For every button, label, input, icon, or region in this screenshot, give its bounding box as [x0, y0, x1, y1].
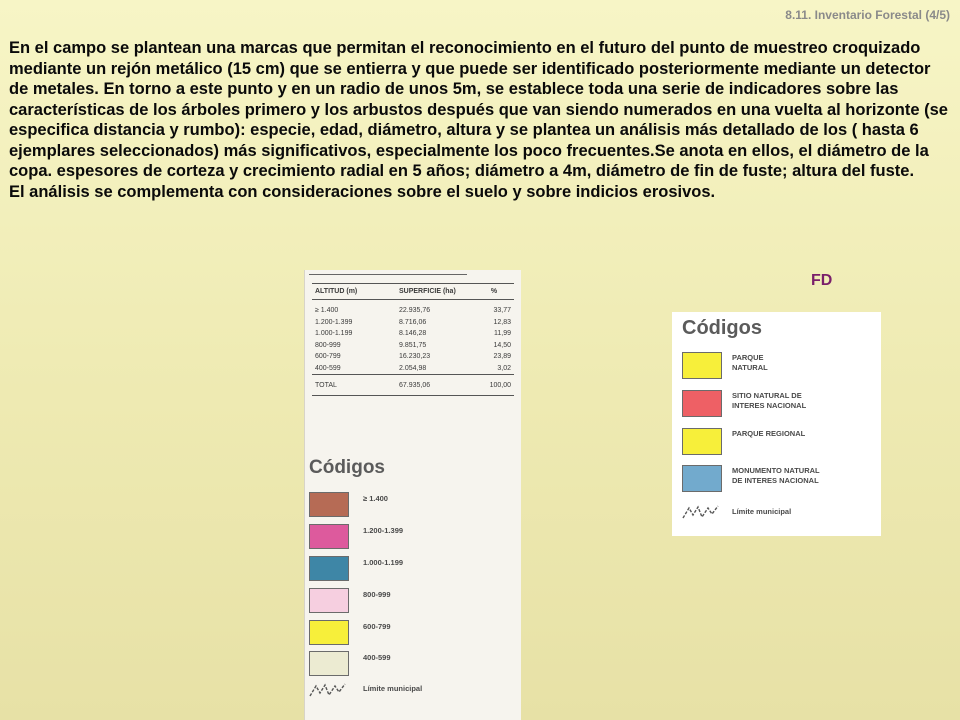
left-legend-title: Códigos	[309, 457, 385, 478]
table-cell: 400-599	[315, 364, 341, 372]
legend-label: 600-799	[363, 622, 391, 631]
table-cell: 9.851,75	[399, 341, 427, 349]
table-cell: TOTAL	[312, 375, 396, 396]
legend-label: PARQUE	[732, 353, 764, 362]
table-cell: 11,99	[494, 330, 511, 338]
table-cell: 2.054,98	[399, 364, 427, 372]
table-cell: 22.935,76	[399, 307, 431, 315]
table-header-row	[312, 284, 514, 300]
altitude-table	[312, 283, 514, 396]
legend-swatch	[309, 620, 349, 645]
legend-label: 1.000-1.199	[363, 558, 404, 567]
legend-label: ≥ 1.400	[363, 494, 388, 503]
table-cell: 33,77	[493, 307, 511, 315]
legend-label: INTERES NACIONAL	[732, 401, 807, 410]
table-header-surface: SUPERFICIE (ha)	[396, 284, 474, 300]
legend-swatch	[309, 651, 349, 676]
table-header-percent: %	[474, 284, 514, 300]
table-row	[312, 300, 514, 317]
municipal-limit-icon	[682, 502, 720, 522]
legend-label: 1.200-1.399	[363, 526, 404, 535]
table-cell: 1.000-1.199	[315, 330, 353, 338]
table-cell: 16.230,23	[399, 353, 431, 361]
municipal-limit-icon	[309, 680, 347, 700]
table-row	[312, 363, 514, 375]
table-cell: 600-799	[315, 353, 341, 361]
body-text	[9, 38, 949, 202]
protected-areas-legend	[672, 312, 881, 536]
table-header-altitude: ALTITUD (m)	[312, 284, 396, 300]
altitude-legend-scan	[304, 270, 521, 720]
table-cell: 1.200-1.399	[315, 318, 353, 326]
legend-swatch	[682, 428, 722, 455]
table-cell: ≥ 1.400	[315, 307, 339, 315]
legend-label: NATURAL	[732, 363, 768, 372]
legend-label: PARQUE REGIONAL	[732, 429, 806, 438]
legend-swatch	[309, 492, 349, 517]
legend-label: MONUMENTO NATURAL	[732, 466, 820, 475]
legend-label: DE INTERES NACIONAL	[732, 476, 819, 485]
table-cell: 14,50	[493, 341, 511, 349]
legend-swatch	[309, 524, 349, 549]
table-total-row	[312, 375, 514, 396]
table-cell: 23,89	[493, 353, 511, 361]
fd-label: FD	[811, 272, 833, 289]
table-cell: 8.146,28	[399, 330, 427, 338]
table-cell: 3,02	[497, 364, 511, 372]
right-legend-title: Códigos	[682, 317, 762, 339]
body-paragraph-2: El análisis se complementa con consideraciones sobre el suelo y sobre indicios erosivos.	[9, 182, 716, 201]
table-cell: 8.716,06	[399, 318, 427, 326]
table-row	[312, 317, 514, 329]
slide-header: 8.11. Inventario Forestal (4/5)	[785, 8, 950, 22]
table-cell: 12,83	[493, 318, 511, 326]
legend-label: Límite municipal	[363, 684, 423, 693]
legend-swatch	[309, 556, 349, 581]
legend-swatch	[309, 588, 349, 613]
table-cell: 67.935,06	[396, 375, 474, 396]
table-row	[312, 328, 514, 340]
legend-swatch	[682, 352, 722, 379]
legend-label: Límite municipal	[732, 507, 792, 516]
top-rule	[309, 274, 467, 275]
legend-label: 400-599	[363, 653, 391, 662]
legend-label: SITIO NATURAL DE	[732, 391, 802, 400]
body-paragraph-1: En el campo se plantean una marcas que permitan el reconocimiento en el futuro del punto de muestreo croquizado mediante un rejón metálico (15 cm) que se entierra y que puede ser identificado posteriormente mediante un detector de metales. En torno a este punto y en un radio de unos 5m, se establece toda una serie de indicadores sobre las características de los árboles primero y los arbustos después que van siendo numerados en una vuelta al horizonte (se especifica distancia y rumbo): especie, edad, diámetro, altura y se plantea un análisis más detallado de los ( hasta 6 ejemplares seleccionados) más significativos, especialmente los poco frecuentes.Se anota en ellos, el diámetro de la copa. espesores de corteza y crecimiento radial en 5 años; diámetro a 4m, diámetro de fin de fuste; altura del fuste.	[9, 39, 948, 180]
legend-label: 800-999	[363, 590, 391, 599]
legend-swatch	[682, 390, 722, 417]
table-cell: 100,00	[474, 375, 514, 396]
table-row	[312, 351, 514, 363]
table-cell: 800-999	[315, 341, 341, 349]
legend-swatch	[682, 465, 722, 492]
table-row	[312, 340, 514, 352]
